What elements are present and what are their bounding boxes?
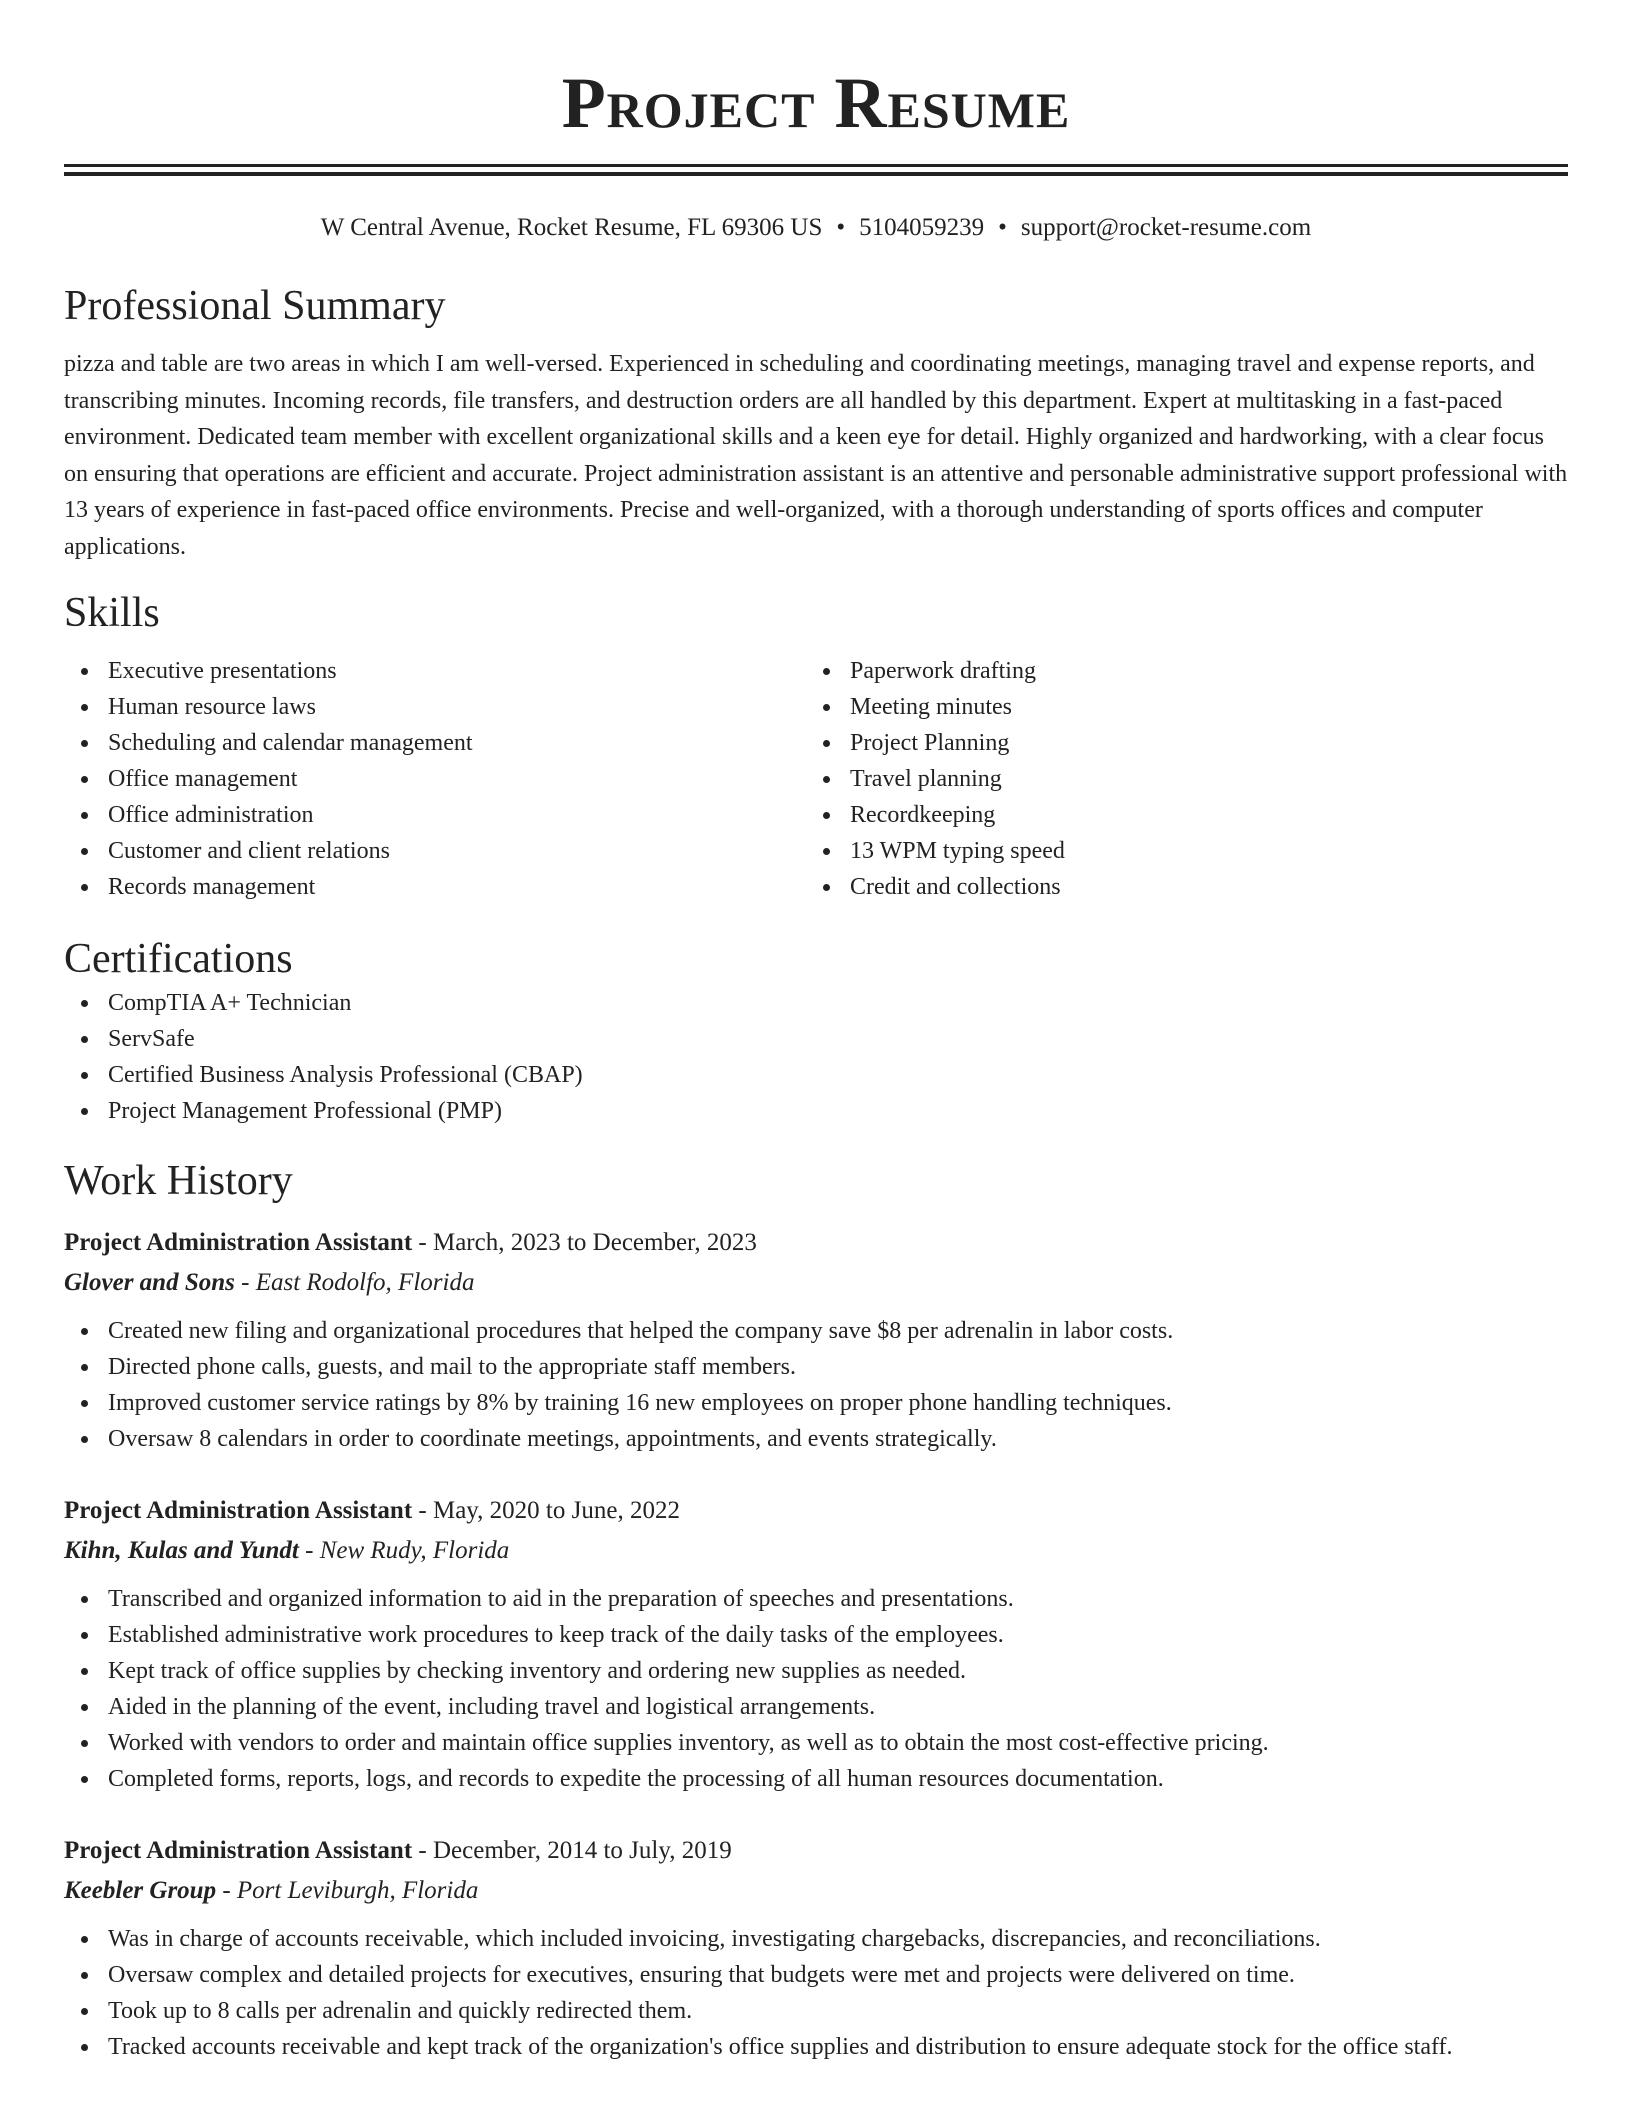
job-entry bbox=[64, 1223, 1568, 1457]
skills-heading: Skills bbox=[64, 590, 160, 636]
contact-address: W Central Avenue, Rocket Resume, FL 69306 US bbox=[320, 214, 823, 241]
job-bullet: Worked with vendors to order and maintain office supplies inventory, as well as to obtain the most cost-effective pricing. bbox=[64, 1725, 1568, 1761]
job-bullet: Aided in the planning of the event, including travel and logistical arrangements. bbox=[64, 1689, 1568, 1725]
job-dates: May, 2020 to June, 2022 bbox=[432, 1497, 680, 1524]
summary-text: pizza and table are two areas in which I am well-versed. Experienced in scheduling and coordinating meetings, managing travel and expense reports, and transcribing minutes. Incoming records, file transfers, and destruction orders are all handled by this department. Expert at multitasking in a fast-paced environment. Dedicated team member with excellent organizational skills and a keen eye for detail. Highly organized and hardworking, with a clear focus on ensuring that operations are efficient and accurate. Project administration assistant is an attentive and personable administrative support professional with 13 years of experience in fast-paced office environments. Precise and well-organized, with a thorough understanding of sports offices and computer applications. bbox=[64, 351, 1568, 560]
job-location: New Rudy, Florida bbox=[319, 1537, 510, 1564]
work-history-section bbox=[64, 1155, 1568, 2065]
job-bullet: Transcribed and organized information to aid in the preparation of speeches and presentations. bbox=[64, 1581, 1568, 1617]
job-company-line: Keebler Group - Port Leviburgh, Florida bbox=[64, 1877, 479, 1904]
skill-item: Credit and collections bbox=[806, 869, 1548, 905]
job-bullets bbox=[64, 1921, 1568, 2065]
certification-item: ServSafe bbox=[64, 1021, 1568, 1057]
job-bullet: Oversaw complex and detailed projects for executives, ensuring that budgets were met and projects were delivered on time. bbox=[64, 1957, 1568, 1993]
job-title-line: Project Administration Assistant - March, 2023 to December, 2023 bbox=[64, 1229, 757, 1256]
skill-item: Customer and client relations bbox=[64, 833, 806, 869]
skills-column-right bbox=[806, 653, 1548, 905]
job-bullet: Created new filing and organizational procedures that helped the company save $8 per adrenalin in labor costs. bbox=[64, 1313, 1568, 1349]
job-bullet: Directed phone calls, guests, and mail to the appropriate staff members. bbox=[64, 1349, 1568, 1385]
contact-separator: • bbox=[836, 214, 846, 241]
job-company: Keebler Group bbox=[64, 1877, 217, 1904]
job-title-line: Project Administration Assistant - December, 2014 to July, 2019 bbox=[64, 1837, 732, 1864]
job-bullets bbox=[64, 1313, 1568, 1457]
job-bullet: Was in charge of accounts receivable, which included invoicing, investigating chargebacks, discrepancies, and reconciliations. bbox=[64, 1921, 1568, 1957]
skills-columns bbox=[64, 653, 1568, 905]
job-bullet: Improved customer service ratings by 8% by training 16 new employees on proper phone handling techniques. bbox=[64, 1385, 1568, 1421]
skill-item: Office management bbox=[64, 761, 806, 797]
job-title: Project Administration Assistant bbox=[64, 1229, 413, 1256]
skill-item: Executive presentations bbox=[64, 653, 806, 689]
skill-item: Project Planning bbox=[806, 725, 1548, 761]
contact-email: support@rocket-resume.com bbox=[1020, 214, 1312, 241]
skill-item: Records management bbox=[64, 869, 806, 905]
resume-title: Project Resume bbox=[561, 63, 1071, 143]
skills-column-left bbox=[64, 653, 806, 905]
certifications-list bbox=[64, 985, 1568, 1129]
job-company-line: Kihn, Kulas and Yundt - New Rudy, Florida bbox=[64, 1537, 510, 1564]
job-bullets bbox=[64, 1581, 1568, 1797]
job-bullet: Completed forms, reports, logs, and records to expedite the processing of all human resources documentation. bbox=[64, 1761, 1568, 1797]
skill-item: Recordkeeping bbox=[806, 797, 1548, 833]
certification-item: CompTIA A+ Technician bbox=[64, 985, 1568, 1021]
contact-phone: 5104059239 bbox=[859, 214, 985, 241]
skill-item: Meeting minutes bbox=[806, 689, 1548, 725]
skill-item: Human resource laws bbox=[64, 689, 806, 725]
skills-section bbox=[64, 587, 1568, 905]
resume-page bbox=[64, 0, 1568, 2065]
contact-line bbox=[64, 212, 1568, 244]
title-divider bbox=[64, 164, 1568, 176]
summary-section bbox=[64, 280, 1568, 565]
job-title: Project Administration Assistant bbox=[64, 1497, 413, 1524]
job-entry bbox=[64, 1491, 1568, 1797]
job-dates: December, 2014 to July, 2019 bbox=[432, 1837, 732, 1864]
skill-item: Scheduling and calendar management bbox=[64, 725, 806, 761]
skills-list-right bbox=[806, 653, 1548, 905]
job-bullet: Oversaw 8 calendars in order to coordinate meetings, appointments, and events strategically. bbox=[64, 1421, 1568, 1457]
work-history-heading: Work History bbox=[64, 1158, 293, 1204]
job-bullet: Kept track of office supplies by checking inventory and ordering new supplies as needed. bbox=[64, 1653, 1568, 1689]
job-bullet: Tracked accounts receivable and kept track of the organization's office supplies and distribution to ensure adequate stock for the office staff. bbox=[64, 2029, 1568, 2065]
job-company-line: Glover and Sons - East Rodolfo, Florida bbox=[64, 1269, 475, 1296]
skills-list-left bbox=[64, 653, 806, 905]
job-title: Project Administration Assistant bbox=[64, 1837, 413, 1864]
skill-item: Paperwork drafting bbox=[806, 653, 1548, 689]
job-location: Port Leviburgh, Florida bbox=[236, 1877, 479, 1904]
skill-item: 13 WPM typing speed bbox=[806, 833, 1548, 869]
certification-item: Project Management Professional (PMP) bbox=[64, 1093, 1568, 1129]
skill-item: Travel planning bbox=[806, 761, 1548, 797]
job-company: Kihn, Kulas and Yundt bbox=[64, 1537, 299, 1564]
job-company: Glover and Sons bbox=[64, 1269, 235, 1296]
certification-item: Certified Business Analysis Professional (CBAP) bbox=[64, 1057, 1568, 1093]
job-location: East Rodolfo, Florida bbox=[255, 1269, 475, 1296]
certifications-section bbox=[64, 933, 1568, 1129]
job-bullet: Established administrative work procedures to keep track of the daily tasks of the employees. bbox=[64, 1617, 1568, 1653]
job-title-line: Project Administration Assistant - May, 2020 to June, 2022 bbox=[64, 1497, 680, 1524]
skill-item: Office administration bbox=[64, 797, 806, 833]
job-bullet: Took up to 8 calls per adrenalin and quickly redirected them. bbox=[64, 1993, 1568, 2029]
summary-heading: Professional Summary bbox=[64, 283, 446, 329]
job-dates: March, 2023 to December, 2023 bbox=[432, 1229, 757, 1256]
certifications-heading: Certifications bbox=[64, 936, 293, 982]
job-entry bbox=[64, 1831, 1568, 2065]
contact-separator: • bbox=[998, 214, 1007, 241]
